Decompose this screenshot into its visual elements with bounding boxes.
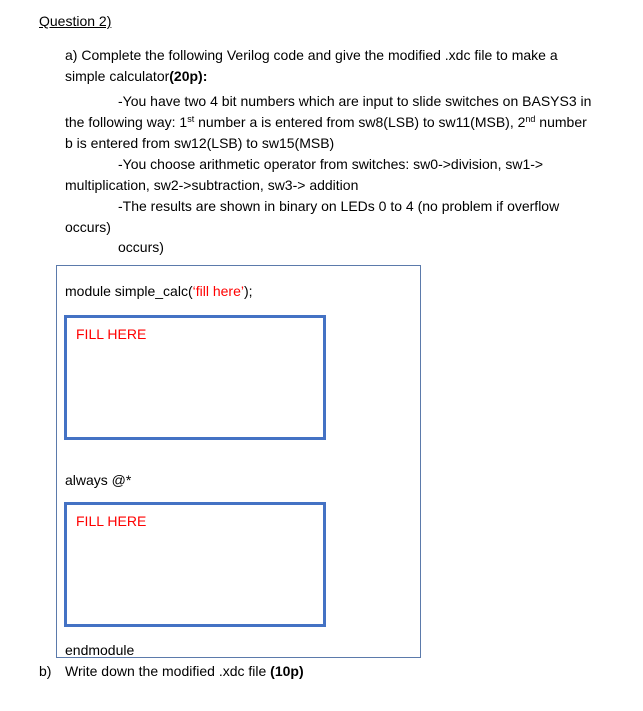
fill-here-label-1: FILL HERE [76,326,147,342]
module-prefix: module simple_calc( [65,283,193,299]
part-b-points: (10p) [270,663,304,679]
superscript-st: st [187,114,195,124]
part-b-label: b) [39,663,52,679]
part-a-title-text: simple calculator [65,68,170,84]
always-line: always @* [65,472,132,488]
superscript-nd: nd [525,114,536,124]
module-declaration [65,282,253,300]
part-a-line-4-c: number [535,114,587,130]
part-a-line-4 [65,113,587,131]
part-a-line-4-b: number a is entered from sw8(LSB) to sw11(MSB), 2 [194,114,526,130]
question-heading: Question 2) [39,13,112,29]
fill-here-box-2[interactable] [64,502,326,627]
part-a-line-7: multiplication, sw2->subtraction, sw3-> addition [65,177,359,193]
part-a-line-10: occurs) [118,239,164,255]
part-a-line-8: -The results are shown in binary on LEDs 0 to 4 (no problem if overflow [118,198,560,214]
part-a-line-5: b is entered from sw12(LSB) to sw15(MSB) [65,135,335,151]
part-a-line-3: -You have two 4 bit numbers which are input to slide switches on BASYS3 in [118,93,592,109]
module-suffix: ); [243,283,253,299]
part-a-line-4-a: the following way: 1 [65,114,188,130]
fill-here-box-1[interactable] [64,315,326,440]
fill-here-label-2: FILL HERE [76,513,147,529]
part-a-line-9: occurs) [65,219,111,235]
part-a-line-2 [65,67,207,85]
endmodule-line: endmodule [65,642,135,658]
module-fill-placeholder: ‘fill here’ [192,283,244,299]
part-a-line-1: a) Complete the following Verilog code and give the modified .xdc file to make a [65,47,558,63]
part-a-line-6: -You choose arithmetic operator from switches: sw0->division, sw1-> [118,156,544,172]
part-b-text: Write down the modified .xdc file [65,663,271,679]
part-b-question [65,662,304,680]
part-a-points: (20p): [169,68,208,84]
